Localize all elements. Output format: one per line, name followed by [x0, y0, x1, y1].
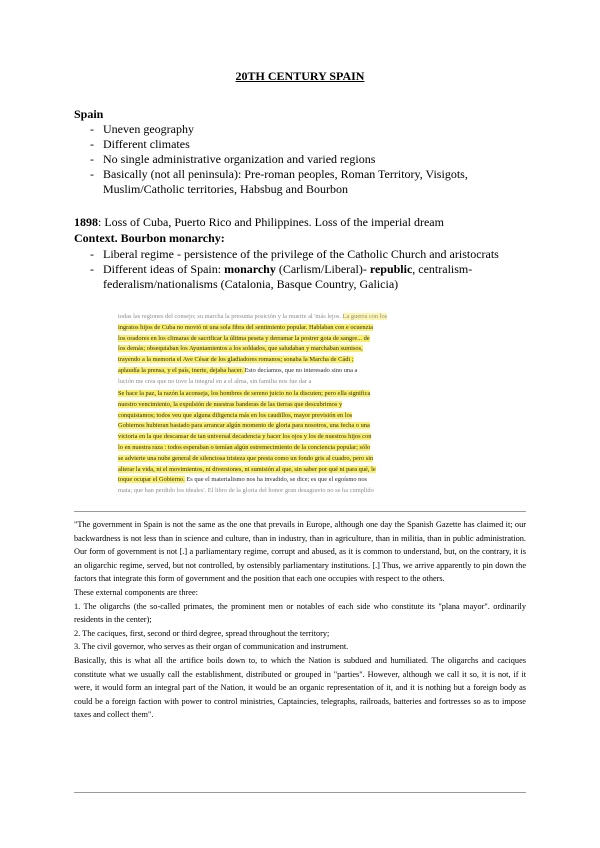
highlighted-text: trayendo a la memoria el Ave César de los gladiadores romanos; sonaba la Marcha de Cádi ; [118, 356, 354, 364]
quote-paragraph: 3. The civil governor, who serves as their organ of communication and instrument. [74, 642, 349, 652]
list-item: - No single administrative organization and varied regions [74, 152, 494, 167]
scan-line [118, 355, 486, 366]
highlighted-text: alterar la vida, ni el movimientos, ni diversiones, ni sumisión al que, sin saber por qué ni para qué, le [118, 465, 376, 473]
scan-line: todas las regiones del consejo; su marcha la presunta posición y la muerte al 'más lejos. La guerra con los [118, 313, 388, 320]
highlighted-text: lo en nuestra raza : todos esperaban o temían algún estremecimiento de la conciencia popular; sólo [118, 443, 371, 451]
quote-block [74, 518, 526, 722]
scan-line: mata; que han perdido los ideales'. El libro de la gloria del honor gran desagravio no se ha cumplido [118, 487, 374, 495]
scan-line: lución me crea que no tuve la integral en a el alma, sin familia nos fue dar a [118, 377, 312, 385]
scanned-excerpt-2 [118, 389, 486, 499]
scan-line [118, 421, 486, 432]
list-item: - Different climates [74, 137, 494, 152]
highlighted-text: victoria en la que descansar de tan universal decadencia y hacer los ojos y los de nuestros hijos con [118, 433, 372, 441]
highlighted-text: aplaudía la prensa, y el país, inerte, dejaba hacer. [118, 366, 245, 374]
bold-term: republic [369, 262, 413, 276]
scan-line: toque ocupar el Gobierno. Es que el materialismo nos ha invadido, se dice; es que el egoísmo nos [118, 476, 368, 484]
scan-line [118, 411, 486, 422]
quote-paragraph: "The government in Spain is not the same as the one that prevails in Europe, although one day the Spanish Gazette has claimed it; our backwardness is not less than in science and culture, than in industry, than in agriculture, than in militia, than in public administration. Our form of government is not [.] a parliamentary regime, corrupt and abused, as it is common to understand, but, on the contrary, it is an oligarchic regime, served, but not controlled, by ostensibly parliamentary institutions. [.] Thus, we arrive apparently to pin down the factors that integrate this form of government and the position that each one occupies with respect to the others. [74, 520, 526, 584]
scanned-excerpt-1 [118, 312, 486, 385]
scan-line [118, 323, 486, 334]
list-item: - Uneven geography [74, 122, 494, 137]
highlighted-text: Se hace la paz, la razón la aconseja, los hombres de sereno juicio no la discuten; pero ella significa [118, 390, 371, 397]
spain-heading: Spain [74, 107, 104, 121]
year-label: 1898 [74, 215, 98, 229]
year-text: : Loss of Cuba, Puerto Rico and Philippines. Loss of the imperial dream [98, 215, 444, 229]
highlighted-text: se advierte una nube general de silenciosa tristeza que presta como un fondo gris al cuadro, pero sin [118, 454, 374, 462]
quote-paragraph: These external components are three: [74, 587, 198, 597]
scan-line: aplaudía la prensa, y el país, inerte, dejaba hacer. Esto decíamos, que no interesado sino una a [118, 366, 358, 374]
bold-term: monarchy [224, 262, 276, 276]
highlighted-text: La guerra con los [342, 313, 388, 320]
quote-paragraph: Basically, this is what all the artifice boils down to, to which the Nation is subdued and humiliated. The oligarchs and caciques constitute what we usually call the establishment, distributed or grouped in "parties". However, although we call it so, it is not, if it were, it would form an integral part of the Nation, it would be an organic representation of it, and it is nothing but a foreign body as could be a foreign faction with power to control ministries, Captaincies, telegraphs, railroads, batteries and fortresses so as to impose taxes and collect them". [74, 655, 526, 720]
page-title: 20TH CENTURY SPAIN [235, 69, 365, 83]
list-item: - Basically (not all peninsula): Pre-roman peoples, Roman Territory, Visigots, Muslim/Catholic territories, Habsbug and Bourbon [74, 167, 494, 197]
highlighted-text: nuestro vencimiento, la expulsión de nuestras banderas de las tierras que descubrimos y [118, 400, 343, 408]
scan-line [118, 400, 486, 411]
quote-paragraph: 2. The caciques, first, second or third degree, spread throughout the territory; [74, 628, 330, 638]
scan-line [118, 465, 486, 476]
context-list [74, 247, 504, 292]
highlighted-text: los demás; obsequiaban los Ayuntamientos a los soldados, que saludaban y marchaban sumisos, [118, 345, 363, 353]
scan-line [118, 454, 486, 465]
separator-line [74, 511, 526, 512]
spain-list [74, 122, 494, 197]
scan-line [118, 432, 486, 443]
highlighted-text: ingratos hijos de Cuba no movió ni una sola fibra del sentimiento popular. Hablaban con e ocuenzia [118, 323, 374, 331]
scan-line [118, 443, 486, 454]
highlighted-text: toque ocupar el Gobierno. [118, 476, 185, 484]
context-heading: Context. Bourbon monarchy: [74, 231, 225, 245]
scan-line [118, 334, 486, 345]
list-item: - Liberal regime - persistence of the privilege of the Catholic Church and aristocrats [74, 247, 504, 262]
highlighted-text: los oradores en los climaras de sacrificar la última peseta y derramar la postrer gota de sangre... de [118, 334, 370, 342]
separator-line [74, 792, 526, 793]
quote-paragraph: 1. The oligarchs (the so-called primates, the prominent men or notables of each side who constitute its "plana mayor". ordinarily residents in the center); [74, 601, 526, 625]
scan-line [118, 389, 486, 400]
highlighted-text: Gobiernos hubieran bastado para arrancar algún momento de gloria para nosotros, una fecha o una [118, 422, 370, 430]
list-item: - Different ideas of Spain: monarchy (Carlism/Liberal)- republic, centralism-federalism/nationalisms (Catalonia, Basque Country, Galicia) [74, 262, 504, 292]
year-1898-line [74, 215, 444, 230]
highlighted-text: conquistamos; todos veu que alguna diligencia más en los caudillos, mayor previsión en los [118, 411, 353, 419]
scan-line [118, 344, 486, 355]
